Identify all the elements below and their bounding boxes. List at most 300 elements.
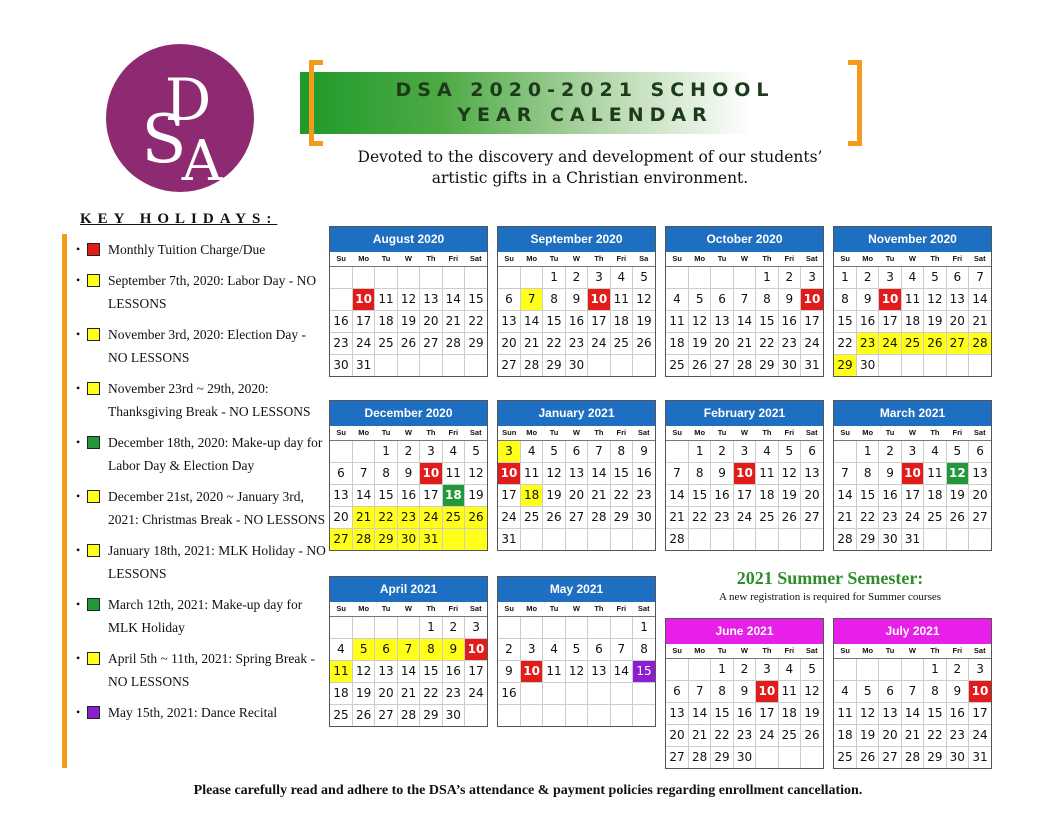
day-cell: 1	[834, 266, 856, 288]
day-cell: 6	[565, 440, 587, 462]
day-cell: 26	[543, 506, 565, 528]
month-title: January 2021	[498, 401, 655, 426]
key-holidays-title: KEY HOLIDAYS:	[80, 211, 278, 227]
day-cell: 27	[946, 332, 968, 354]
empty-cell	[610, 616, 632, 638]
day-cell: 25	[375, 332, 397, 354]
day-cell: 22	[420, 682, 442, 704]
weekday-header: Su	[330, 602, 352, 616]
day-cell: 24	[969, 724, 991, 746]
day-cell: 6	[375, 638, 397, 660]
day-cell: 10	[879, 288, 901, 310]
day-cell: 28	[397, 704, 419, 726]
day-cell: 30	[856, 354, 878, 376]
day-cell: 20	[801, 484, 823, 506]
month-calendar	[329, 400, 488, 551]
day-cell: 12	[688, 310, 710, 332]
day-cell: 20	[498, 332, 520, 354]
day-cell: 30	[330, 354, 352, 376]
day-cell: 16	[498, 682, 520, 704]
empty-cell	[330, 440, 352, 462]
key-item-text: March 12th, 2021: Make-up day for MLK Holiday	[108, 597, 303, 635]
day-cell: 19	[801, 702, 823, 724]
day-cell: 7	[733, 288, 755, 310]
day-cell: 7	[588, 440, 610, 462]
weekday-header: Mo	[688, 426, 710, 440]
day-cell: 18	[924, 484, 946, 506]
weekday-header: W	[397, 252, 419, 266]
day-cell: 9	[856, 288, 878, 310]
empty-cell	[801, 746, 823, 768]
banner-bracket-left	[309, 60, 323, 146]
day-cell: 29	[711, 746, 733, 768]
empty-cell	[588, 682, 610, 704]
day-cell: 18	[834, 724, 856, 746]
month-calendar	[833, 618, 992, 769]
day-cell: 17	[352, 310, 374, 332]
day-cell: 28	[834, 528, 856, 550]
day-cell: 8	[856, 462, 878, 484]
weekday-header: Tu	[879, 252, 901, 266]
day-cell: 11	[834, 702, 856, 724]
day-cell: 6	[711, 288, 733, 310]
weekday-header: Mo	[688, 252, 710, 266]
day-cell: 9	[711, 462, 733, 484]
day-cell: 29	[834, 354, 856, 376]
day-cell: 8	[633, 638, 655, 660]
empty-cell	[565, 616, 587, 638]
day-cell: 23	[778, 332, 800, 354]
day-cell: 25	[330, 704, 352, 726]
empty-cell	[588, 616, 610, 638]
day-cell: 12	[924, 288, 946, 310]
weekday-header: Su	[498, 252, 520, 266]
weekday-header: Su	[834, 252, 856, 266]
day-cell: 3	[465, 616, 487, 638]
day-cell: 31	[972, 750, 988, 765]
day-cell: 26	[946, 506, 968, 528]
weekday-header: Tu	[375, 602, 397, 616]
day-cell: 25	[442, 506, 464, 528]
day-cell: 16	[442, 660, 464, 682]
day-cell: 7	[520, 288, 542, 310]
day-cell: 10	[520, 660, 542, 682]
weekday-header: Fri	[778, 426, 800, 440]
day-cell: 7	[397, 638, 419, 660]
day-cell: 15	[924, 702, 946, 724]
day-cell: 24	[801, 332, 823, 354]
weekday-header: Mo	[352, 602, 374, 616]
bullet-icon: •	[76, 651, 81, 665]
day-cell: 13	[565, 462, 587, 484]
day-cell: 11	[756, 462, 778, 484]
empty-cell	[633, 682, 655, 704]
day-cell: 26	[397, 332, 419, 354]
day-cell: 27	[969, 506, 991, 528]
weekday-header: Tu	[543, 426, 565, 440]
empty-cell	[633, 528, 655, 550]
day-cell: 1	[756, 266, 778, 288]
weekday-header: Tu	[711, 426, 733, 440]
key-item-text: December 21st, 2020 ~ January 3rd, 2021: Christmas Break - NO LESSONS	[108, 489, 326, 527]
day-cell: 21	[520, 332, 542, 354]
day-cell: 24	[352, 332, 374, 354]
weekday-header: W	[565, 252, 587, 266]
day-cell: 23	[856, 332, 878, 354]
day-cell: 29	[924, 746, 946, 768]
day-cell: 8	[711, 680, 733, 702]
day-cell: 23	[442, 682, 464, 704]
weekday-header: W	[901, 426, 923, 440]
day-cell: 15	[610, 462, 632, 484]
empty-cell	[330, 616, 352, 638]
empty-cell	[969, 354, 991, 376]
day-cell: 5	[543, 440, 565, 462]
day-cell: 1	[543, 266, 565, 288]
day-cell: 10	[465, 638, 487, 660]
month-calendar	[833, 226, 992, 377]
weekday-header: Mo	[688, 644, 710, 658]
weekday-header: W	[565, 602, 587, 616]
day-cell: 11	[901, 288, 923, 310]
day-cell: 15	[834, 310, 856, 332]
empty-cell	[688, 658, 710, 680]
empty-cell	[375, 266, 397, 288]
day-cell: 19	[856, 724, 878, 746]
day-cell: 17	[801, 310, 823, 332]
day-cell: 19	[946, 484, 968, 506]
month-calendar	[665, 400, 824, 551]
empty-cell	[520, 528, 542, 550]
day-cell: 19	[543, 484, 565, 506]
empty-cell	[543, 682, 565, 704]
day-cell: 2	[442, 616, 464, 638]
empty-cell	[924, 528, 946, 550]
title-line-2: YEAR CALENDAR	[457, 104, 713, 126]
month-title: March 2021	[834, 401, 991, 426]
day-cell: 24	[733, 506, 755, 528]
weekday-header: Th	[756, 644, 778, 658]
day-cell: 28	[901, 746, 923, 768]
weekday-header: Sun	[498, 426, 520, 440]
day-cell: 10	[588, 288, 610, 310]
day-cell: 9	[733, 680, 755, 702]
weekday-header: Su	[666, 252, 688, 266]
day-cell: 16	[633, 462, 655, 484]
day-cell: 11	[330, 660, 352, 682]
month-title: September 2020	[498, 227, 655, 252]
day-cell: 26	[688, 354, 710, 376]
day-cell: 3	[520, 638, 542, 660]
day-cell: 11	[924, 462, 946, 484]
empty-cell	[856, 658, 878, 680]
day-cell: 1	[633, 616, 655, 638]
day-cell: 8	[375, 462, 397, 484]
day-cell: 13	[666, 702, 688, 724]
day-cell: 6	[801, 440, 823, 462]
day-cell: 22	[834, 332, 856, 354]
month-title: May 2021	[498, 577, 655, 602]
day-cell: 28	[688, 746, 710, 768]
day-cell: 24	[465, 682, 487, 704]
day-cell: 12	[633, 288, 655, 310]
empty-cell	[330, 288, 352, 310]
weekday-header: Sat	[969, 644, 991, 658]
day-cell: 19	[352, 682, 374, 704]
title-line-1: DSA 2020-2021 SCHOOL	[395, 79, 775, 101]
bullet-icon: •	[76, 597, 81, 611]
weekday-header: Tu	[543, 252, 565, 266]
empty-cell	[543, 616, 565, 638]
day-cell: 12	[778, 462, 800, 484]
day-cell: 30	[633, 506, 655, 528]
empty-cell	[756, 746, 778, 768]
day-cell: 8	[688, 462, 710, 484]
weekday-header: Th	[588, 252, 610, 266]
weekday-header: Th	[924, 644, 946, 658]
day-cell: 15	[756, 310, 778, 332]
weekday-header: Fri	[610, 602, 632, 616]
weekday-header: Th	[756, 252, 778, 266]
weekday-header: Sat	[633, 426, 655, 440]
policy-footer: Please carefully read and adhere to the DSA’s attendance & payment policies regarding enrollment cancellation.	[193, 783, 863, 798]
empty-cell	[465, 704, 487, 726]
day-cell: 27	[420, 332, 442, 354]
day-cell: 18	[442, 484, 464, 506]
day-cell: 21	[834, 506, 856, 528]
day-cell: 6	[498, 288, 520, 310]
weekday-header: Fri	[442, 602, 464, 616]
day-cell: 21	[397, 682, 419, 704]
day-cell: 1	[856, 440, 878, 462]
day-cell: 2	[856, 266, 878, 288]
day-cell: 11	[610, 288, 632, 310]
day-cell: 12	[465, 462, 487, 484]
day-cell: 17	[879, 310, 901, 332]
weekday-header: Sat	[465, 602, 487, 616]
weekday-header: Fri	[778, 644, 800, 658]
day-cell: 3	[588, 266, 610, 288]
weekday-header: Tu	[375, 426, 397, 440]
empty-cell	[375, 616, 397, 638]
key-item	[76, 377, 326, 423]
empty-cell	[330, 266, 352, 288]
subtitle-line-2: artistic gifts in a Christian environment.	[431, 169, 749, 187]
day-cell: 24	[420, 506, 442, 528]
weekday-header: Th	[420, 252, 442, 266]
empty-cell	[442, 354, 464, 376]
day-cell: 6	[330, 462, 352, 484]
empty-cell	[442, 528, 464, 550]
empty-cell	[733, 528, 755, 550]
empty-cell	[397, 354, 419, 376]
day-cell: 22	[610, 484, 632, 506]
day-cell: 14	[688, 702, 710, 724]
day-cell: 2	[733, 658, 755, 680]
day-cell: 26	[352, 704, 374, 726]
day-cell: 8	[924, 680, 946, 702]
key-item-text: January 18th, 2021: MLK Holiday - NO LESSONS	[108, 543, 326, 581]
weekday-header: Mo	[856, 252, 878, 266]
weekday-header: W	[901, 252, 923, 266]
empty-cell	[397, 616, 419, 638]
empty-cell	[711, 266, 733, 288]
day-cell: 16	[856, 310, 878, 332]
day-cell: 13	[711, 310, 733, 332]
day-cell: 29	[420, 704, 442, 726]
day-cell: 26	[856, 746, 878, 768]
summer-registration-note: A new registration is required for Summer courses	[718, 591, 942, 603]
day-cell: 9	[946, 680, 968, 702]
month-calendar	[665, 226, 824, 377]
day-cell: 20	[565, 484, 587, 506]
day-cell: 28	[733, 354, 755, 376]
day-cell: 21	[442, 310, 464, 332]
empty-cell	[969, 528, 991, 550]
day-cell: 19	[688, 332, 710, 354]
bullet-icon: •	[76, 381, 81, 395]
day-cell: 21	[666, 506, 688, 528]
day-cell: 13	[420, 288, 442, 310]
day-cell: 17	[465, 660, 487, 682]
weekday-header: Sat	[801, 644, 823, 658]
day-cell: 15	[375, 484, 397, 506]
day-cell: 26	[778, 506, 800, 528]
key-item-text: September 7th, 2020: Labor Day - NO LESSONS	[108, 273, 317, 311]
empty-cell	[733, 266, 755, 288]
key-item	[76, 539, 326, 585]
empty-cell	[879, 658, 901, 680]
day-cell: 14	[520, 310, 542, 332]
day-cell: 24	[498, 506, 520, 528]
key-item-text: Monthly Tuition Charge/Due	[108, 242, 266, 257]
legend-swatch-yellow	[87, 652, 100, 665]
month-title: August 2020	[330, 227, 487, 252]
day-cell: 2	[565, 266, 587, 288]
day-cell: 15	[543, 310, 565, 332]
day-cell: 7	[666, 462, 688, 484]
weekday-header: W	[733, 644, 755, 658]
day-cell: 16	[946, 702, 968, 724]
weekday-header: Sa	[633, 252, 655, 266]
day-cell: 31	[352, 354, 374, 376]
day-cell: 14	[666, 484, 688, 506]
weekday-header: Fri	[946, 252, 968, 266]
empty-cell	[610, 704, 632, 726]
day-cell: 25	[901, 332, 923, 354]
legend-swatch-yellow	[87, 490, 100, 503]
empty-cell	[946, 528, 968, 550]
day-cell: 14	[397, 660, 419, 682]
month-calendar	[497, 226, 656, 377]
empty-cell	[610, 528, 632, 550]
weekday-header: Fri	[778, 252, 800, 266]
legend-swatch-yellow	[87, 544, 100, 557]
day-cell: 1	[420, 616, 442, 638]
weekday-header: Su	[330, 426, 352, 440]
day-cell: 8	[834, 288, 856, 310]
day-cell: 14	[969, 288, 991, 310]
logo-letter-a: A	[181, 129, 223, 192]
day-cell: 11	[375, 288, 397, 310]
weekday-header: Tu	[879, 644, 901, 658]
weekday-header: Th	[756, 426, 778, 440]
empty-cell	[834, 658, 856, 680]
day-cell: 31	[420, 528, 442, 550]
month-calendar	[329, 576, 488, 727]
day-cell: 23	[633, 484, 655, 506]
day-cell: 14	[610, 660, 632, 682]
day-cell: 24	[756, 724, 778, 746]
day-cell: 13	[375, 660, 397, 682]
day-cell: 25	[666, 354, 688, 376]
legend-swatch-yellow	[87, 328, 100, 341]
bullet-icon: •	[76, 543, 81, 557]
weekday-header: W	[733, 426, 755, 440]
day-cell: 18	[610, 310, 632, 332]
month-title: June 2021	[666, 619, 823, 644]
day-cell: 5	[465, 440, 487, 462]
day-cell: 3	[498, 440, 520, 462]
empty-cell	[901, 658, 923, 680]
page-title	[330, 78, 840, 128]
day-cell: 19	[778, 484, 800, 506]
day-cell: 8	[610, 440, 632, 462]
weekday-header: Fri	[442, 426, 464, 440]
day-cell: 3	[756, 658, 778, 680]
day-cell: 22	[756, 332, 778, 354]
weekday-header: Su	[330, 252, 352, 266]
empty-cell	[879, 354, 901, 376]
empty-cell	[588, 354, 610, 376]
key-item-text: November 3rd, 2020: Election Day - NO LESSONS	[108, 327, 306, 365]
weekday-header: W	[397, 426, 419, 440]
day-cell: 11	[543, 660, 565, 682]
day-cell: 31	[498, 528, 520, 550]
day-cell: 18	[756, 484, 778, 506]
day-cell: 18	[778, 702, 800, 724]
key-item-text: December 18th, 2020: Make-up day for Labor Day & Election Day	[108, 435, 323, 473]
month-title: February 2021	[666, 401, 823, 426]
month-calendar	[497, 400, 656, 551]
day-cell: 11	[778, 680, 800, 702]
day-cell: 17	[588, 310, 610, 332]
empty-cell	[610, 354, 632, 376]
day-cell: 14	[901, 702, 923, 724]
day-cell: 23	[946, 724, 968, 746]
day-cell: 31	[901, 528, 923, 550]
day-cell: 10	[352, 288, 374, 310]
day-cell: 10	[756, 680, 778, 702]
day-cell: 10	[901, 462, 923, 484]
day-cell: 12	[397, 288, 419, 310]
day-cell: 9	[879, 462, 901, 484]
empty-cell	[711, 528, 733, 550]
legend-swatch-purple	[87, 706, 100, 719]
day-cell: 27	[565, 506, 587, 528]
day-cell: 4	[442, 440, 464, 462]
weekday-header: Mo	[856, 644, 878, 658]
day-cell: 13	[946, 288, 968, 310]
page-subtitle	[320, 147, 860, 189]
day-cell: 6	[946, 266, 968, 288]
day-cell: 20	[946, 310, 968, 332]
day-cell: 28	[666, 528, 688, 550]
day-cell: 22	[375, 506, 397, 528]
day-cell: 21	[733, 332, 755, 354]
legend-swatch-red	[87, 243, 100, 256]
day-cell: 29	[543, 354, 565, 376]
